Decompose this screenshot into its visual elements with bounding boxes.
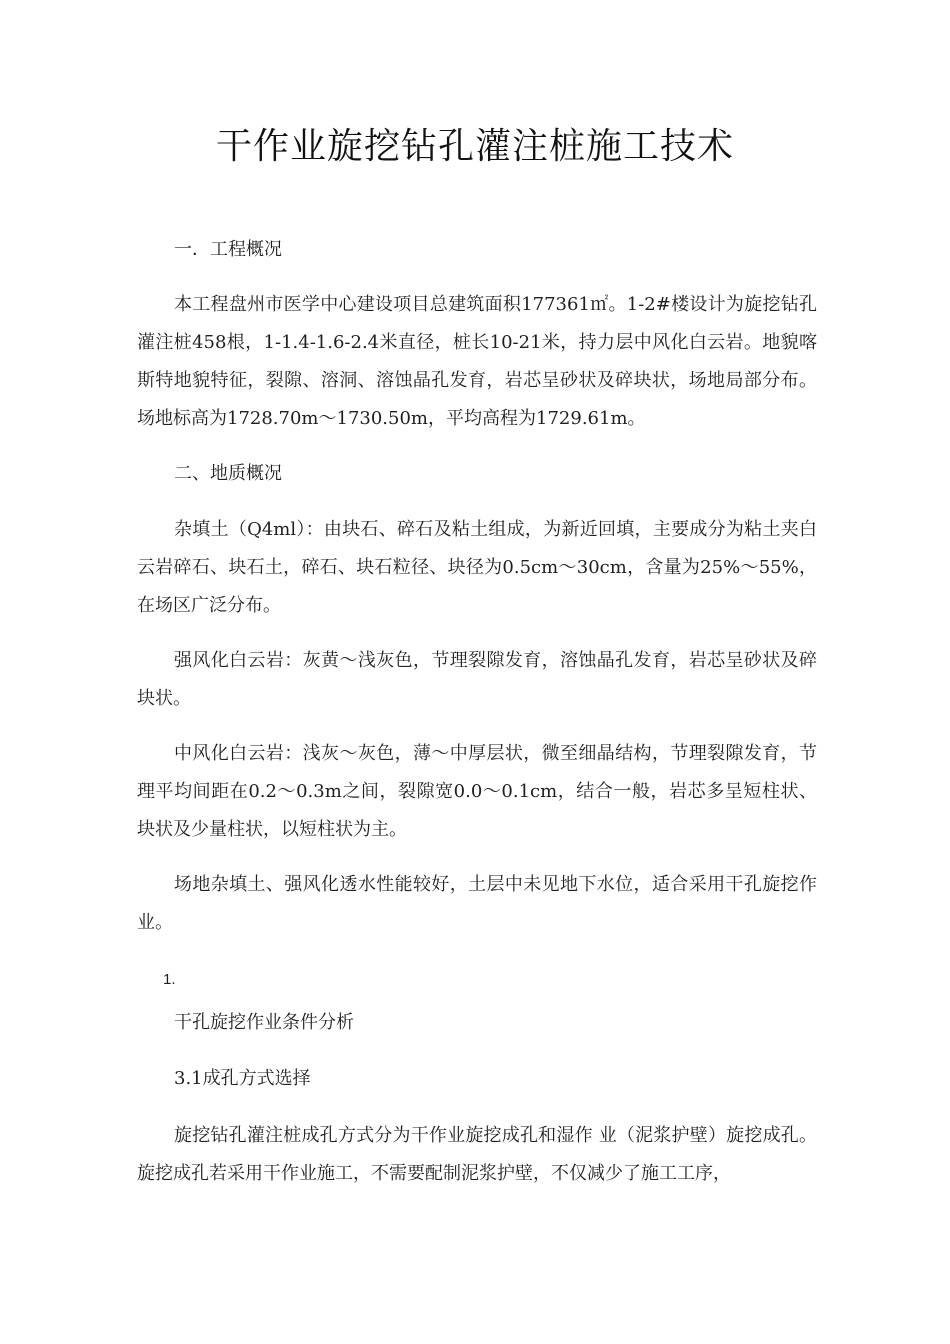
section-2-paragraph-strong-weathered: 强风化白云岩：灰黄～浅灰色，节理裂隙发育，溶蚀晶孔发育，岩芯呈砂状及碎块状。 [137, 650, 817, 709]
section-3-paragraph: 旋挖钻孔灌注桩成孔方式分为干作业旋挖成孔和湿作 业（泥浆护壁）旋挖成孔。旋挖成孔若采用干作业施工，不需要配制泥浆护壁，不仅减少了施工工序， [137, 1125, 817, 1184]
document-title: 干作业旋挖钻孔灌注桩施工技术 [215, 126, 734, 167]
subsection-3-1-heading: 3.1成孔方式选择 [174, 1068, 311, 1089]
section-1-paragraph: 本工程盘州市医学中心建设项目总建筑面积177361㎡。1-2#楼设计为旋挖钻孔灌注桩458根，1-1.4-1.6-2.4米直径，桩长10-21米，持力层中风化白云岩。地貌喀斯特地貌特征，裂隙、溶洞、溶蚀晶孔发育，岩芯呈砂状及碎块状，场地局部分布。场地标高为1728.70m～1730.50m，平均高程为1729.61m。 [137, 294, 817, 429]
section-2-paragraph-fill: 杂填土（Q4ml）：由块石、碎石及粘土组成，为新近回填，主要成分为粘土夹白云岩碎石、块石土，碎石、块石粒径、块径为0.5cm～30cm，含量为25%～55%，在场区广泛分布。 [137, 519, 817, 616]
section-2-paragraph-moderate-weathered: 中风化白云岩：浅灰～灰色，薄～中厚层状，微至细晶结构，节理裂隙发育，节理平均间距在0.2～0.3m之间，裂隙宽0.0～0.1cm，结合一般，岩芯多呈短柱状、块状及少量柱状，以短柱状为主。 [137, 743, 817, 840]
section-3-heading: 干孔旋挖作业条件分析 [174, 1012, 354, 1033]
section-1-heading: 一．工程概况 [174, 239, 282, 260]
list-number: 1. [163, 971, 176, 988]
section-2-heading: 二、地质概况 [174, 463, 282, 484]
section-2-paragraph-groundwater: 场地杂填土、强风化透水性能较好，土层中未见地下水位，适合采用干孔旋挖作业。 [137, 874, 817, 933]
